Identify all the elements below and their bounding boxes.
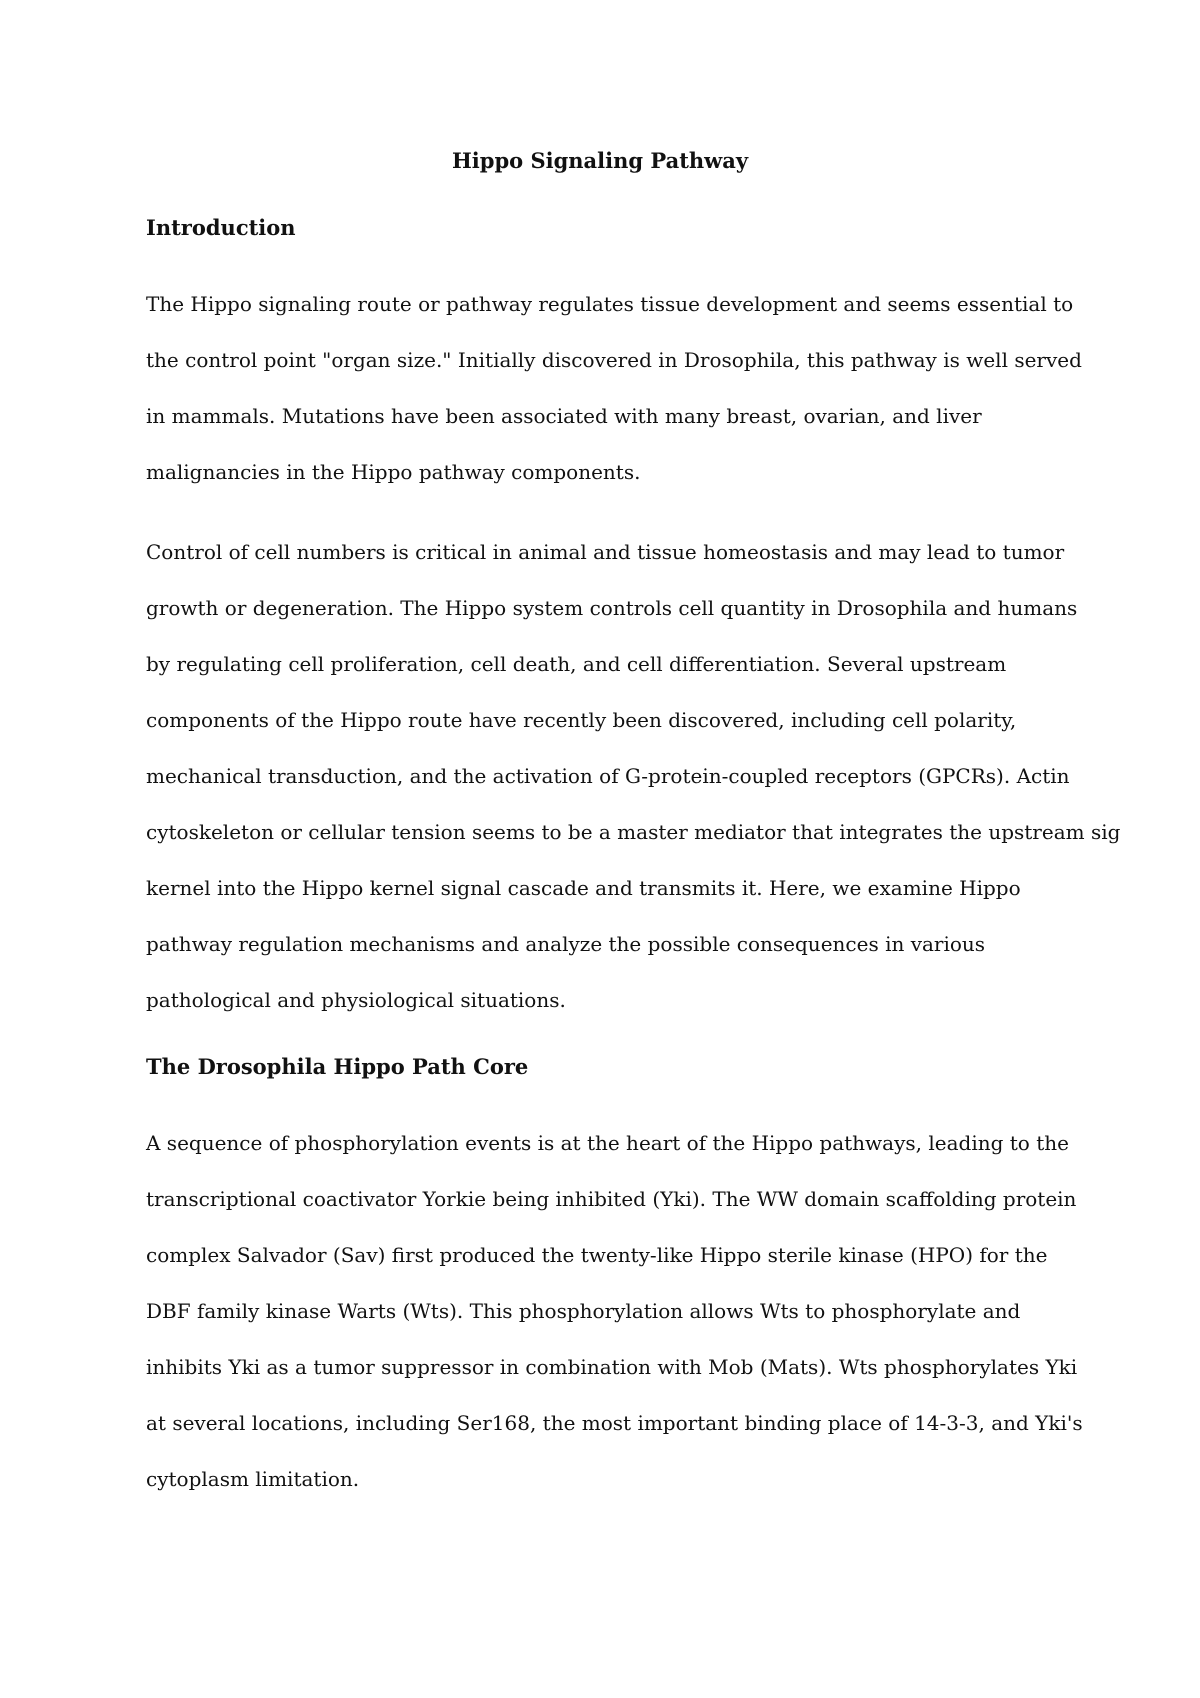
paragraph-line: pathological and physiological situations.: [146, 988, 566, 1012]
paragraph-line: growth or degeneration. The Hippo system controls cell quantity in Drosophila and humans: [146, 596, 1078, 620]
paragraph-line: malignancies in the Hippo pathway components.: [146, 460, 641, 484]
document-title: Hippo Signaling Pathway: [451, 148, 749, 173]
paragraph-line: at several locations, including Ser168, the most important binding place of 14-3-3, and Yki's: [146, 1411, 1083, 1435]
paragraph-line: components of the Hippo route have recently been discovered, including cell polarity,: [146, 708, 1017, 732]
paragraph-line: the control point "organ size." Initially discovered in Drosophila, this pathway is well served: [146, 348, 1082, 372]
paragraph-line: pathway regulation mechanisms and analyze the possible consequences in various: [146, 932, 986, 956]
paragraph-line: Control of cell numbers is critical in animal and tissue homeostasis and may lead to tumor: [146, 540, 1065, 564]
intro-paragraph-1: [146, 276, 1082, 500]
section-heading-introduction: Introduction: [146, 215, 296, 240]
section-heading-drosophila-hippo-path-core: The Drosophila Hippo Path Core: [146, 1054, 529, 1079]
paragraph-line: The Hippo signaling route or pathway regulates tissue development and seems essential to: [146, 292, 1074, 316]
paragraph-line: by regulating cell proliferation, cell death, and cell differentiation. Several upstream: [146, 652, 1007, 676]
intro-paragraph-2: [146, 524, 1121, 1028]
paragraph-line: mechanical transduction, and the activation of G-protein-coupled receptors (GPCRs). Actin: [146, 764, 1070, 788]
paragraph-line: inhibits Yki as a tumor suppressor in combination with Mob (Mats). Wts phosphorylates Yki: [146, 1355, 1078, 1379]
paragraph-line: cytoplasm limitation.: [146, 1467, 360, 1491]
paragraph-line: A sequence of phosphorylation events is at the heart of the Hippo pathways, leading to the: [146, 1131, 1069, 1155]
paragraph-line: kernel into the Hippo kernel signal cascade and transmits it. Here, we examine Hippo: [146, 876, 1021, 900]
paragraph-line: cytoskeleton or cellular tension seems to be a master mediator that integrates the upstream sig: [146, 820, 1121, 844]
core-paragraph-1: [146, 1115, 1083, 1507]
paragraph-line: transcriptional coactivator Yorkie being inhibited (Yki). The WW domain scaffolding protein: [146, 1187, 1077, 1211]
paragraph-line: complex Salvador (Sav) first produced the twenty-like Hippo sterile kinase (HPO) for the: [146, 1243, 1048, 1267]
paragraph-line: in mammals. Mutations have been associated with many breast, ovarian, and liver: [146, 404, 982, 428]
paragraph-line: DBF family kinase Warts (Wts). This phosphorylation allows Wts to phosphorylate and: [146, 1299, 1021, 1323]
